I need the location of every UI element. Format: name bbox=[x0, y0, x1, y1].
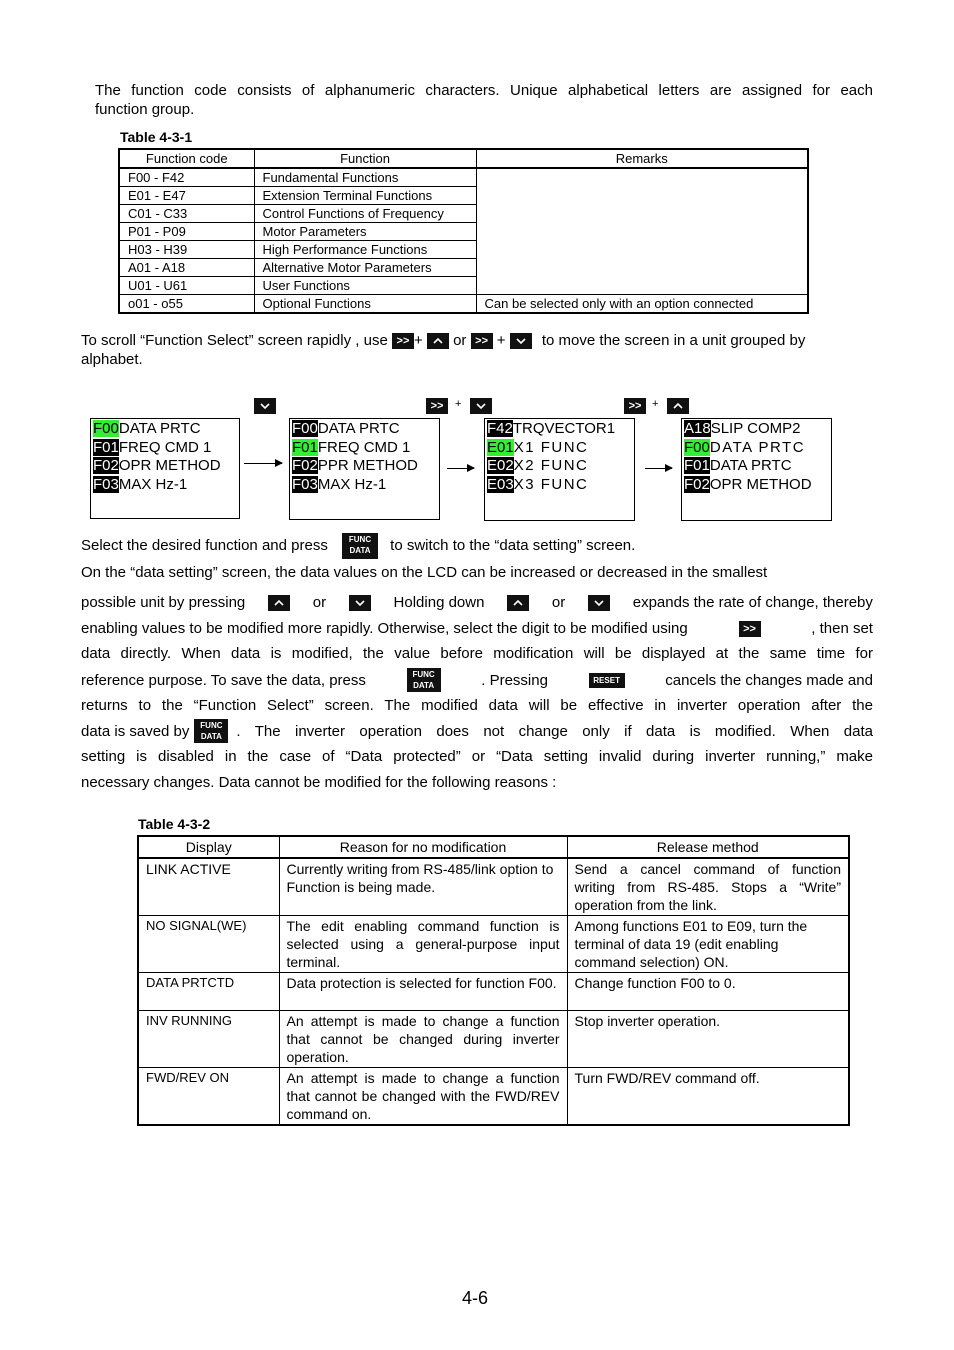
body-text: or bbox=[312, 594, 327, 611]
lcd-row: F00DATA PRTC bbox=[292, 420, 400, 437]
up-key-icon bbox=[268, 595, 290, 611]
shift-key-icon: >> bbox=[471, 333, 493, 349]
body-line-5 bbox=[81, 668, 873, 692]
lcd-row: F02PPR METHOD bbox=[292, 457, 418, 474]
cell-display: LINK ACTIVE bbox=[138, 858, 279, 916]
lcd-row: F00DATA PRTC bbox=[93, 420, 201, 437]
cell-code: H03 - H39 bbox=[119, 241, 254, 259]
body-text: reference purpose. To save the data, press bbox=[81, 671, 366, 689]
cell-function: User Functions bbox=[254, 277, 476, 295]
table-row bbox=[119, 168, 808, 187]
header-function-code: Function code bbox=[119, 149, 254, 168]
intro-paragraph bbox=[95, 81, 873, 119]
lcd-screen-1 bbox=[90, 418, 240, 519]
up-key-icon bbox=[507, 595, 529, 611]
plus-text: + bbox=[652, 398, 659, 410]
lcd-row: F03MAX Hz-1 bbox=[292, 475, 387, 493]
body-text: expands the rate of change, thereby bbox=[632, 594, 873, 611]
up-key-icon bbox=[427, 333, 449, 349]
cell-code: C01 - C33 bbox=[119, 205, 254, 223]
header-function: Function bbox=[254, 149, 476, 168]
cell-release: Send a cancel command of function writing from RS-485. Stops a “Write” operation from the link. bbox=[567, 858, 849, 916]
select-function-text bbox=[81, 533, 635, 559]
body-text: possible unit by pressing bbox=[81, 594, 246, 611]
cell-function: High Performance Functions bbox=[254, 241, 476, 259]
lcd-row: F01FREQ CMD 1 bbox=[93, 438, 212, 456]
header-release: Release method bbox=[567, 836, 849, 858]
cell-function: Alternative Motor Parameters bbox=[254, 259, 476, 277]
cell-release: Change function F00 to 0. bbox=[567, 973, 849, 1011]
shift-key-icon: >> bbox=[739, 621, 761, 637]
func-data-key-icon: FUNC DATA bbox=[342, 533, 378, 559]
shift-key-icon: >> bbox=[392, 333, 414, 349]
table2-caption: Table 4-3-2 bbox=[138, 816, 211, 832]
lcd-row: E01X1 FUNC bbox=[487, 438, 589, 456]
header-reason: Reason for no modification bbox=[279, 836, 567, 858]
table1-caption: Table 4-3-1 bbox=[120, 129, 193, 145]
table-row bbox=[119, 295, 808, 314]
cell-code: U01 - U61 bbox=[119, 277, 254, 295]
cell-function: Fundamental Functions bbox=[254, 168, 476, 187]
cell-display: NO SIGNAL(WE) bbox=[138, 916, 279, 973]
lcd-row: E02X2 FUNC bbox=[487, 457, 589, 474]
page-number: 4-6 bbox=[462, 1288, 489, 1308]
down-key-icon bbox=[349, 595, 371, 611]
plus-text: + bbox=[455, 398, 462, 410]
scroll-paragraph-line2: alphabet. bbox=[81, 351, 143, 368]
cell-code: o01 - o55 bbox=[119, 295, 254, 314]
lcd-row: F02OPR METHOD bbox=[93, 457, 221, 474]
body-text: . Pressing bbox=[481, 671, 548, 689]
cell-display: FWD/REV ON bbox=[138, 1068, 279, 1126]
cell-code: A01 - A18 bbox=[119, 259, 254, 277]
cell-code: F00 - F42 bbox=[119, 168, 254, 187]
table-row bbox=[138, 1011, 849, 1068]
table-row bbox=[138, 973, 849, 1011]
arrow-right-icon bbox=[447, 468, 474, 469]
body-line-9: necessary changes. Data cannot be modified for the following reasons : bbox=[81, 774, 557, 791]
lcd-row: F01FREQ CMD 1 bbox=[292, 438, 411, 456]
body-line-8: setting is disabled in the case of “Data protected” or “Data setting invalid during inverter running,” make bbox=[81, 748, 873, 765]
lcd-screen-4 bbox=[681, 418, 832, 521]
cell-function: Control Functions of Frequency bbox=[254, 205, 476, 223]
intro-line-1: The function code consists of alphanumeric characters. Unique alphabetical letters are assigned for each bbox=[95, 82, 873, 99]
cell-function: Optional Functions bbox=[254, 295, 476, 314]
body-text: cancels the changes made and bbox=[665, 671, 873, 689]
arrow-right-icon bbox=[244, 463, 282, 464]
lcd-row: F00DATA PRTC bbox=[684, 438, 806, 456]
plus-text: + bbox=[413, 332, 423, 349]
down-key-icon bbox=[510, 333, 532, 349]
body-text: , then set bbox=[811, 620, 873, 637]
func-data-key-icon: FUNC DATA bbox=[194, 719, 228, 743]
cell-reason: An attempt is made to change a function that cannot be changed with the FWD/REV command on. bbox=[279, 1068, 567, 1126]
cell-code: P01 - P09 bbox=[119, 223, 254, 241]
up-key-icon bbox=[667, 398, 689, 414]
down-key-icon bbox=[254, 398, 276, 414]
cell-function: Extension Terminal Functions bbox=[254, 187, 476, 205]
cell-reason: Currently writing from RS-485/link option to Function is being made. bbox=[279, 858, 567, 916]
body-line-4: data directly. When data is modified, the value before modification will be displayed at the same time for bbox=[81, 645, 873, 662]
lcd-row: E03X3 FUNC bbox=[487, 475, 589, 493]
lcd-row: F03MAX Hz-1 bbox=[93, 475, 188, 493]
intro-line-2: function group. bbox=[95, 101, 195, 118]
body-text: or bbox=[551, 594, 566, 611]
lcd-row: A18SLIP COMP2 bbox=[684, 420, 801, 437]
cell-display: INV RUNNING bbox=[138, 1011, 279, 1068]
cell-remarks: Can be selected only with an option connected bbox=[476, 295, 808, 314]
plus-text: + bbox=[496, 332, 506, 349]
header-remarks: Remarks bbox=[476, 149, 808, 168]
shift-key-icon: >> bbox=[426, 398, 448, 414]
function-group-table bbox=[118, 148, 809, 314]
table-header-row bbox=[119, 149, 808, 168]
no-modification-table bbox=[137, 835, 850, 1126]
cell-display: DATA PRTCTD bbox=[138, 973, 279, 1011]
or-text: or bbox=[453, 332, 467, 349]
body-line-7 bbox=[81, 719, 873, 743]
down-key-icon bbox=[470, 398, 492, 414]
cell-reason: The edit enabling command function is selected using a general-purpose input terminal. bbox=[279, 916, 567, 973]
scroll-paragraph-line1 bbox=[81, 331, 873, 350]
table-row bbox=[138, 1068, 849, 1126]
body-line-6: returns to the “Function Select” screen. The modified data will be effective in inverter operation after the bbox=[81, 697, 873, 714]
lcd-screen-2 bbox=[289, 418, 440, 520]
scroll-text-2: to move the screen in a unit grouped by bbox=[541, 332, 806, 349]
body-line-2 bbox=[81, 593, 873, 612]
down-key-icon bbox=[588, 595, 610, 611]
lcd-row: F02OPR METHOD bbox=[684, 475, 812, 493]
cell-function: Motor Parameters bbox=[254, 223, 476, 241]
body-text: enabling values to be modified more rapidly. Otherwise, select the digit to be modified using bbox=[81, 620, 688, 637]
header-display: Display bbox=[138, 836, 279, 858]
scroll-text-1: To scroll “Function Select” screen rapidly , use bbox=[81, 332, 388, 349]
arrow-right-icon bbox=[645, 468, 672, 469]
cell-release: Among functions E01 to E09, turn the terminal of data 19 (edit enabling command selection) ON. bbox=[567, 916, 849, 973]
cell-reason: Data protection is selected for function F00. bbox=[279, 973, 567, 1011]
lcd-screen-3 bbox=[484, 418, 635, 521]
lcd-row: F42TRQVECTOR1 bbox=[487, 420, 616, 437]
table-header-row bbox=[138, 836, 849, 858]
shift-key-icon: >> bbox=[624, 398, 646, 414]
select-text-2: to switch to the “data setting” screen. bbox=[390, 536, 636, 554]
cell-release: Stop inverter operation. bbox=[567, 1011, 849, 1068]
cell-reason: An attempt is made to change a function that cannot be changed during inverter operation. bbox=[279, 1011, 567, 1068]
body-text: Holding down bbox=[393, 594, 485, 611]
table-row bbox=[138, 858, 849, 916]
table-row bbox=[138, 916, 849, 973]
func-data-key-icon: FUNC DATA bbox=[407, 668, 441, 692]
select-text-1: Select the desired function and press bbox=[81, 536, 328, 554]
cell-remarks-empty bbox=[476, 168, 808, 295]
body-line-3 bbox=[81, 619, 873, 638]
reset-key-icon: RESET bbox=[589, 673, 625, 688]
lcd-row: F01DATA PRTC bbox=[684, 457, 792, 474]
cell-code: E01 - E47 bbox=[119, 187, 254, 205]
body-text: data is saved by bbox=[81, 722, 190, 740]
cell-release: Turn FWD/REV command off. bbox=[567, 1068, 849, 1126]
body-text: . The inverter operation does not change only if data is modified. When data bbox=[236, 722, 873, 740]
body-line-1: On the “data setting” screen, the data values on the LCD can be increased or decreased in the smallest bbox=[81, 564, 768, 581]
